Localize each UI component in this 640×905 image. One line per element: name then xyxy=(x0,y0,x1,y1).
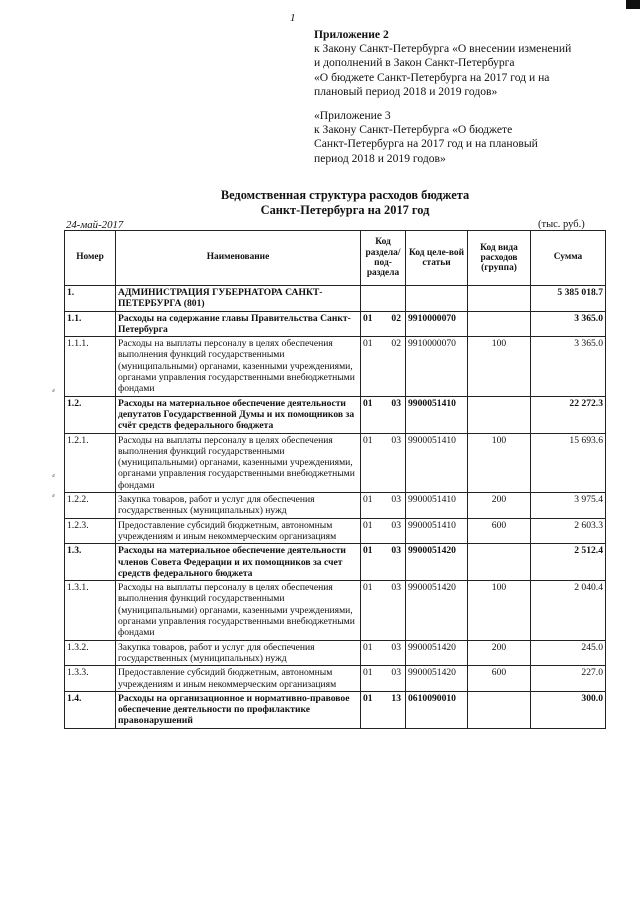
table-row xyxy=(65,581,606,640)
row-number: 1.2.1. xyxy=(65,433,116,492)
row-article-code: 9900051420 xyxy=(406,581,468,640)
table-header-row xyxy=(65,231,606,286)
row-section-code xyxy=(361,640,406,666)
document-date: 24-май-2017 xyxy=(66,219,124,231)
table-body xyxy=(65,286,606,729)
header-name: Наименование xyxy=(116,231,361,286)
row-section-code xyxy=(361,666,406,692)
subsection-code: 03 xyxy=(391,545,401,557)
row-section-code xyxy=(361,311,406,337)
row-number: 1.2.3. xyxy=(65,518,116,544)
row-number: 1.2.2. xyxy=(65,493,116,519)
appendix-3-line: «Приложение 3 xyxy=(314,109,391,123)
row-number: 1.1. xyxy=(65,311,116,337)
subsection-code: 02 xyxy=(391,338,401,350)
row-number: 1.3.3. xyxy=(65,666,116,692)
row-section-code xyxy=(361,396,406,433)
subsection-code: 03 xyxy=(391,582,401,594)
row-sum: 5 385 018.7 xyxy=(531,286,606,312)
row-name: Расходы на выплаты персоналу в целях обеспечения выполнения функций государственными (муниципальными) органами, казенными учреждениями, органами управления государственными внебюджетными фондами xyxy=(116,337,361,396)
row-number: 1.4. xyxy=(65,691,116,728)
appendix-2-line: плановый период 2018 и 2019 годов» xyxy=(314,84,498,98)
table-row xyxy=(65,640,606,666)
row-name: Расходы на организационное и нормативно-правовое обеспечение деятельности по профилактике правонарушений xyxy=(116,691,361,728)
row-sum: 3 365.0 xyxy=(531,311,606,337)
row-name: Расходы на материальное обеспечение деятельности членов Совета Федерации и их помощников за счет средств федерального бюджета xyxy=(116,544,361,581)
row-article-code: 9910000070 xyxy=(406,337,468,396)
header-sum: Сумма xyxy=(531,231,606,286)
header-group: Код вида расходов (группа) xyxy=(468,231,531,286)
appendix-2-line: к Закону Санкт-Петербурга «О внесении изменений xyxy=(314,42,572,56)
row-article-code: 9910000070 xyxy=(406,311,468,337)
row-section-code xyxy=(361,433,406,492)
margin-mark: ⸗ xyxy=(52,490,55,500)
row-group-code xyxy=(468,286,531,312)
header-section: Код раздела/ под-раздела xyxy=(361,231,406,286)
appendix-3-line: к Закону Санкт-Петербурга «О бюджете xyxy=(314,123,513,137)
subsection-code: 03 xyxy=(391,519,401,531)
row-article-code: 9900051410 xyxy=(406,493,468,519)
document-title-line: Ведомственная структура расходов бюджета xyxy=(220,188,470,202)
section-code: 01 xyxy=(363,397,373,409)
table-row xyxy=(65,433,606,492)
section-code: 01 xyxy=(363,641,373,653)
row-group-code: 100 xyxy=(468,337,531,396)
units-label: (тыс. руб.) xyxy=(538,219,585,230)
row-article-code: 9900051410 xyxy=(406,518,468,544)
row-sum: 22 272.3 xyxy=(531,396,606,433)
row-group-code xyxy=(468,311,531,337)
row-section-code xyxy=(361,691,406,728)
row-name: Расходы на содержание главы Правительства Санкт-Петербурга xyxy=(116,311,361,337)
header-article: Код целе-вой статьи xyxy=(406,231,468,286)
row-section-code xyxy=(361,518,406,544)
row-section-code xyxy=(361,286,406,312)
row-group-code: 600 xyxy=(468,666,531,692)
table-row xyxy=(65,396,606,433)
row-sum: 15 693.6 xyxy=(531,433,606,492)
row-name: Предоставление субсидий бюджетным, автономным учреждениям и иным некоммерческим организациям xyxy=(116,518,361,544)
row-article-code: 9900051420 xyxy=(406,666,468,692)
row-group-code xyxy=(468,691,531,728)
appendix-2-line: и дополнений в Закон Санкт-Петербурга xyxy=(314,56,515,70)
section-code: 01 xyxy=(363,692,373,704)
row-number: 1.2. xyxy=(65,396,116,433)
row-article-code xyxy=(406,286,468,312)
subsection-code: 13 xyxy=(391,692,401,704)
section-code: 01 xyxy=(363,494,373,506)
subsection-code: 03 xyxy=(391,397,401,409)
row-sum: 2 512.4 xyxy=(531,544,606,581)
section-code: 01 xyxy=(363,545,373,557)
section-code: 01 xyxy=(363,434,373,446)
row-section-code xyxy=(361,581,406,640)
subsection-code: 03 xyxy=(391,494,401,506)
row-sum: 245.0 xyxy=(531,640,606,666)
margin-mark: ⸗ xyxy=(52,385,55,395)
table-row xyxy=(65,544,606,581)
subsection-code: 02 xyxy=(391,312,401,324)
section-code: 01 xyxy=(363,667,373,679)
row-number: 1. xyxy=(65,286,116,312)
row-article-code: 9900051420 xyxy=(406,544,468,581)
subsection-code: 03 xyxy=(391,667,401,679)
appendix-3-block xyxy=(314,109,614,166)
table-row xyxy=(65,691,606,728)
appendix-3-line: Санкт-Петербурга на 2017 год и на плановый xyxy=(314,137,538,151)
row-name: Расходы на выплаты персоналу в целях обеспечения выполнения функций государственными (муниципальными) органами, казенными учреждениями, органами управления государственными внебюджетными фондами xyxy=(116,433,361,492)
row-number: 1.3.1. xyxy=(65,581,116,640)
table-row xyxy=(65,518,606,544)
header-number: Номер xyxy=(65,231,116,286)
section-code: 01 xyxy=(363,519,373,531)
row-article-code: 9900051410 xyxy=(406,396,468,433)
budget-table xyxy=(64,230,606,729)
appendix-header xyxy=(314,28,614,166)
section-code: 01 xyxy=(363,312,373,324)
appendix-2-title: Приложение 2 xyxy=(314,28,389,41)
table-row xyxy=(65,286,606,312)
row-sum: 2 040.4 xyxy=(531,581,606,640)
appendix-2-line: «О бюджете Санкт-Петербурга на 2017 год и на xyxy=(314,70,550,84)
table-row xyxy=(65,337,606,396)
subsection-code: 03 xyxy=(391,434,401,446)
row-name: Расходы на материальное обеспечение деятельности депутатов Государственной Думы и их помощников за счёт средств федерального бюджета xyxy=(116,396,361,433)
row-name: АДМИНИСТРАЦИЯ ГУБЕРНАТОРА САНКТ-ПЕТЕРБУРГА (801) xyxy=(116,286,361,312)
row-section-code xyxy=(361,493,406,519)
margin-mark: ⸗ xyxy=(52,470,55,480)
appendix-2-block xyxy=(314,28,614,99)
row-sum: 300.0 xyxy=(531,691,606,728)
row-number: 1.1.1. xyxy=(65,337,116,396)
row-group-code: 600 xyxy=(468,518,531,544)
page-number: 1 xyxy=(290,12,296,24)
row-group-code xyxy=(468,396,531,433)
document-title xyxy=(150,188,540,218)
row-article-code: 9900051410 xyxy=(406,433,468,492)
section-code: 01 xyxy=(363,338,373,350)
row-number: 1.3.2. xyxy=(65,640,116,666)
row-group-code xyxy=(468,544,531,581)
row-number: 1.3. xyxy=(65,544,116,581)
subsection-code: 03 xyxy=(391,641,401,653)
row-sum: 3 975.4 xyxy=(531,493,606,519)
row-sum: 2 603.3 xyxy=(531,518,606,544)
row-name: Закупка товаров, работ и услуг для обеспечения государственных (муниципальных) нужд xyxy=(116,640,361,666)
row-group-code: 200 xyxy=(468,493,531,519)
section-code: 01 xyxy=(363,582,373,594)
row-group-code: 100 xyxy=(468,581,531,640)
table-row xyxy=(65,493,606,519)
row-article-code: 0610090010 xyxy=(406,691,468,728)
document-title-line: Санкт-Петербурга на 2017 год xyxy=(260,203,430,217)
row-section-code xyxy=(361,544,406,581)
row-sum: 3 365.0 xyxy=(531,337,606,396)
table-row xyxy=(65,311,606,337)
table-row xyxy=(65,666,606,692)
corner-mark xyxy=(626,0,640,9)
row-name: Закупка товаров, работ и услуг для обеспечения государственных (муниципальных) нужд xyxy=(116,493,361,519)
row-sum: 227.0 xyxy=(531,666,606,692)
row-section-code xyxy=(361,337,406,396)
row-group-code: 200 xyxy=(468,640,531,666)
row-name: Предоставление субсидий бюджетным, автономным учреждениям и иным некоммерческим организациям xyxy=(116,666,361,692)
appendix-3-line: период 2018 и 2019 годов» xyxy=(314,151,446,165)
row-group-code: 100 xyxy=(468,433,531,492)
row-name: Расходы на выплаты персоналу в целях обеспечения выполнения функций государственными (муниципальными) органами, казенными учреждениями, органами управления государственными внебюджетными фондами xyxy=(116,581,361,640)
row-article-code: 9900051420 xyxy=(406,640,468,666)
